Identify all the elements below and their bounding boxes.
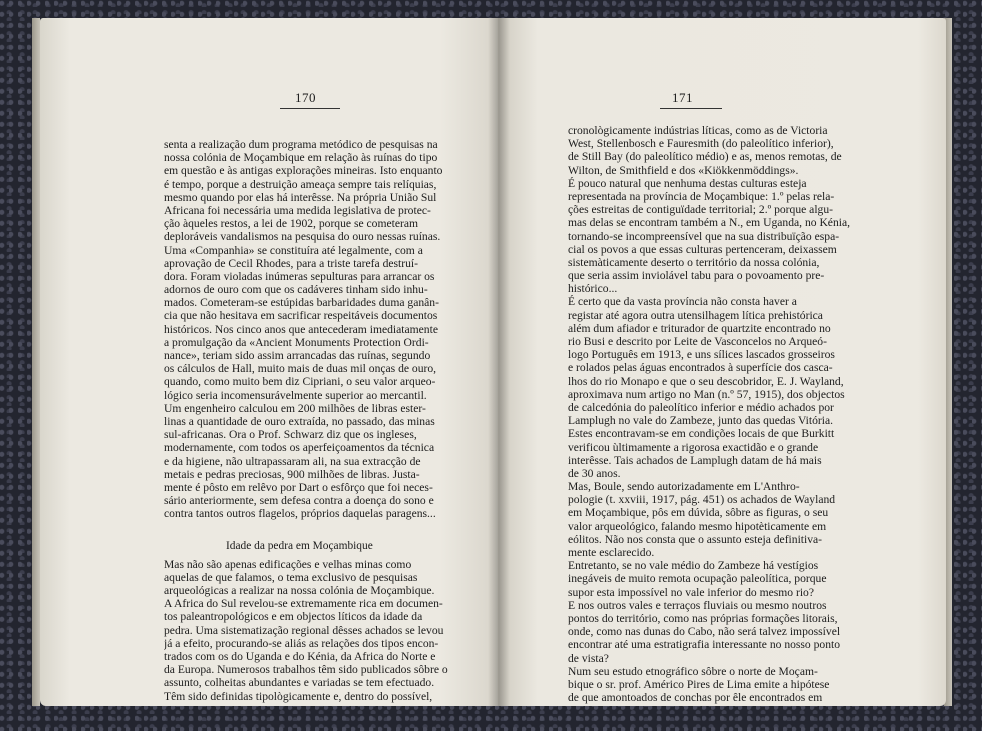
page-number: 171: [672, 90, 693, 105]
text-line: Wilton, de Smithfield e dos «Kiökkenmöddings».: [568, 163, 799, 177]
text-line: verificou ùltimamente a rigorosa exactidão e o grande: [568, 440, 819, 454]
left-page: [40, 18, 498, 706]
text-line: encontrar até uma estratigrafia interessante no nosso ponto: [568, 638, 841, 652]
text-line: contra tantos outros flagelos, próprios daquelas paragens...: [164, 507, 436, 521]
text-line: de vista?: [568, 651, 609, 665]
text-line: os cálculos de Hall, muito mais de duas mil onças de ouro,: [164, 362, 437, 376]
text-line: linas a quantidade de ouro extraída, no passado, das minas: [164, 414, 435, 428]
text-line: a promulgação da «Ancient Monuments Protection Ordi-: [164, 335, 429, 349]
text-line: em questão e às antigas explorações mineiras. Isto enquanto: [164, 164, 443, 178]
book-gutter: [488, 18, 510, 706]
text-line: pedra. Uma sistematização regional dêsses achados se levou: [164, 623, 444, 637]
right-page: [498, 18, 946, 706]
text-line: ção àqueles restos, a lei de 1902, porque se cometeram: [164, 217, 418, 231]
text-line: mente é pôsto em relêvo por Dart o esfôrço que foi neces-: [164, 480, 433, 494]
text-line: sul-africanas. Ora o Prof. Schwarz diz que os ingleses,: [164, 428, 417, 442]
text-line: de que amontoados de conchas por êle encontrados em: [568, 691, 823, 705]
text-line: sistemàticamente deserto o território da nossa colónia,: [568, 255, 820, 269]
text-line: nossa colónia de Moçambique em relação às ruínas do tipo: [164, 151, 438, 165]
text-line: deploráveis vandalismos na pesquisa do ouro nessas ruínas.: [164, 230, 441, 244]
text-line: tornando-se incompreensível que na sua distribuïção espa-: [568, 229, 840, 243]
text-line: trados com os do Uganda e do Kénia, da Africa do Norte e: [164, 649, 436, 663]
text-line: É certo que da vasta província não consta haver a: [568, 295, 797, 309]
text-line: cial os povos a que essas culturas pertenceram, deixassem: [568, 242, 837, 256]
text-line: de 30 anos.: [568, 466, 621, 480]
section-heading: Idade da pedra em Moçambique: [226, 539, 373, 552]
spacer: [164, 520, 486, 533]
text-line: mente esclarecido.: [568, 546, 655, 559]
text-line: onde, como nas dunas do Cabo, não será talvez impossível: [568, 625, 841, 639]
text-line: quando, como muito bem diz Cipriani, o seu valor arqueo-: [164, 375, 436, 389]
text-line: Estes encontravam-se em condições locais de que Burkitt: [568, 427, 835, 441]
text-line: rio Busi e descrito por Leite de Vasconcelos no Arqueó-: [568, 335, 827, 348]
text-line: modernamente, com todos os aperfeiçoamentos da técnica: [164, 441, 435, 455]
text-line: em Moçambique, pôs em dúvida, sôbre as figuras, o seu: [568, 506, 829, 520]
text-line: Lamplugh no vale do Zambeze, junto das quedas Vitória.: [568, 414, 834, 428]
text-line: metais e pedras preciosas, 900 milhões de libras. Justa-: [164, 467, 420, 481]
text-line: de Still Bay (do paleolítico médio) e as, menos remotas, de: [568, 150, 842, 164]
text-line: Têm sido definidas tipològicamente e, dentro do possível,: [164, 689, 433, 703]
text-line: lógico seria incomensurávelmente superior ao mercantil.: [164, 388, 427, 402]
text-line: nance», teriam sido assim arrancadas das ruínas, segundo: [164, 349, 431, 362]
text-line: mesmo quando por elas há interêsse. Na própria União Sul: [164, 190, 437, 204]
text-line: cia que não hesitava em sacrificar respeitáveis documentos: [164, 309, 438, 323]
text-line: é tempo, porque a destruição ameaça sempre tais relíquias,: [164, 177, 437, 191]
text-line: já a efeito, procurando-se aliás as relações dos tipos encon-: [164, 636, 439, 650]
text-line: de calcedónia do paleolítico inferior e médio achados por: [568, 400, 834, 414]
text-line: arqueológicas a realizar na nossa colónia de Moçambique.: [164, 584, 435, 597]
text-line: É pouco natural que nenhuma destas culturas esteja: [568, 176, 807, 190]
page-number-rule: [660, 108, 722, 109]
text-line: mas delas se encontram também a N., em Uganda, no Kénia,: [568, 216, 851, 230]
left-page-edge: [32, 18, 40, 706]
text-line: dora. Foram violadas inúmeras sepulturas para arrancar os: [164, 269, 435, 283]
text-line: eólitos. Não nos consta que o assunto esteja definitiva-: [568, 532, 823, 546]
page-number-rule: [280, 108, 340, 109]
text-line: aproximava num artigo no Man (n.º 57, 1915), dos objectos: [568, 387, 845, 401]
text-line: Entretanto, se no vale médio do Zambeze há vestígios: [568, 559, 819, 573]
text-line: lhos do rio Monapo e que o seu descobridor, E. J. Wayland,: [568, 374, 844, 388]
text-line: Africana foi necessária uma medida legislativa de protec-: [164, 203, 431, 217]
text-line: sário anteriormente, sem defesa contra a doença do sono e: [164, 494, 434, 508]
text-line: A Africa do Sul revelou-se extremamente rica em documen-: [164, 597, 443, 611]
text-line: interêsse. Tais achados de Lamplugh datam de há mais: [568, 453, 822, 467]
text-line: bique o sr. prof. Américo Pires de Lima emite a hipótese: [568, 677, 830, 691]
text-line: da Europa. Numerosos trabalhos têm sido publicados sôbre o: [164, 663, 448, 677]
text-line: aprovação de Cecil Rhodes, para a triste tarefa destruí-: [164, 256, 418, 270]
text-line: ções estreitas de contiguïdade territorial; 2.º porque algu-: [568, 203, 834, 217]
text-line: logo Português em 1913, e uns sílices lascados grosseiros: [568, 348, 835, 362]
right-page-text: [568, 124, 898, 704]
text-line: assunto, colheitas abundantes e variadas se tem efectuado.: [164, 676, 435, 690]
text-line: pologie (t. xxviii, 1917, pág. 451) os achados de Wayland: [568, 493, 836, 507]
text-line: E nos outros vales e terraços fluviais ou mesmo noutros: [568, 598, 827, 612]
text-line: cronològicamente indústrias líticas, como as de Victoria: [568, 124, 828, 137]
text-line: Num seu estudo etnográfico sôbre o norte de Moçam-: [568, 664, 818, 678]
text-line: supor esta impossível no vale inferior do mesmo rio?: [568, 585, 814, 599]
text-line: Mas não são apenas edificações e velhas minas como: [164, 557, 412, 571]
text-line: pontos do território, como nas próprias formações litorais,: [568, 611, 838, 625]
page-number: 170: [295, 90, 316, 105]
text-line: West, Stellenbosch e Fauresmith (do paleolítico inferior),: [568, 137, 834, 151]
text-line: tos paleantropológicos e em objectos líticos da idade da: [164, 610, 423, 624]
text-line: Mas, Boule, sendo autorizadamente em L'Anthro-: [568, 480, 800, 494]
text-line: Uma «Companhia» se constituíra até legalmente, com a: [164, 243, 423, 257]
text-line: senta a realização dum programa metódico de pesquisas na: [164, 138, 438, 151]
text-line: valor arqueológico, falando mesmo hipotèticamente em: [568, 519, 827, 533]
text-line: inegáveis de muito remota ocupação paleolítica, porque: [568, 572, 827, 586]
text-line: que seria assim inviolável tabu para o povoamento pre-: [568, 269, 825, 283]
text-line: registar até agora outra utensilhagem lítica prehistórica: [568, 308, 823, 322]
text-line: e rolados pelas águas encontrados à superfície dos casca-: [568, 361, 833, 375]
text-line: adornos de ouro com que os cadáveres tinham sido inhu-: [164, 283, 428, 297]
text-line: históricos. Nos cinco anos que antecederam imediatamente: [164, 322, 438, 336]
left-page-text: [164, 138, 486, 703]
text-line: histórico...: [568, 282, 618, 296]
text-line: representada na província de Moçambique: 1.º pelas rela-: [568, 189, 835, 203]
text-line: aquelas de que falamos, o tema exclusivo de pesquisas: [164, 570, 418, 584]
text-line: Um engenheiro calculou em 200 milhões de libras ester-: [164, 401, 426, 415]
text-line: e da higiene, não ultrapassaram ali, na sua extracção de: [164, 454, 421, 468]
text-line: além dum afiador e triturador de quartzite encontrado no: [568, 321, 831, 335]
text-line: mados. Cometeram-se estúpidas barbaridades duma ganân-: [164, 296, 439, 310]
